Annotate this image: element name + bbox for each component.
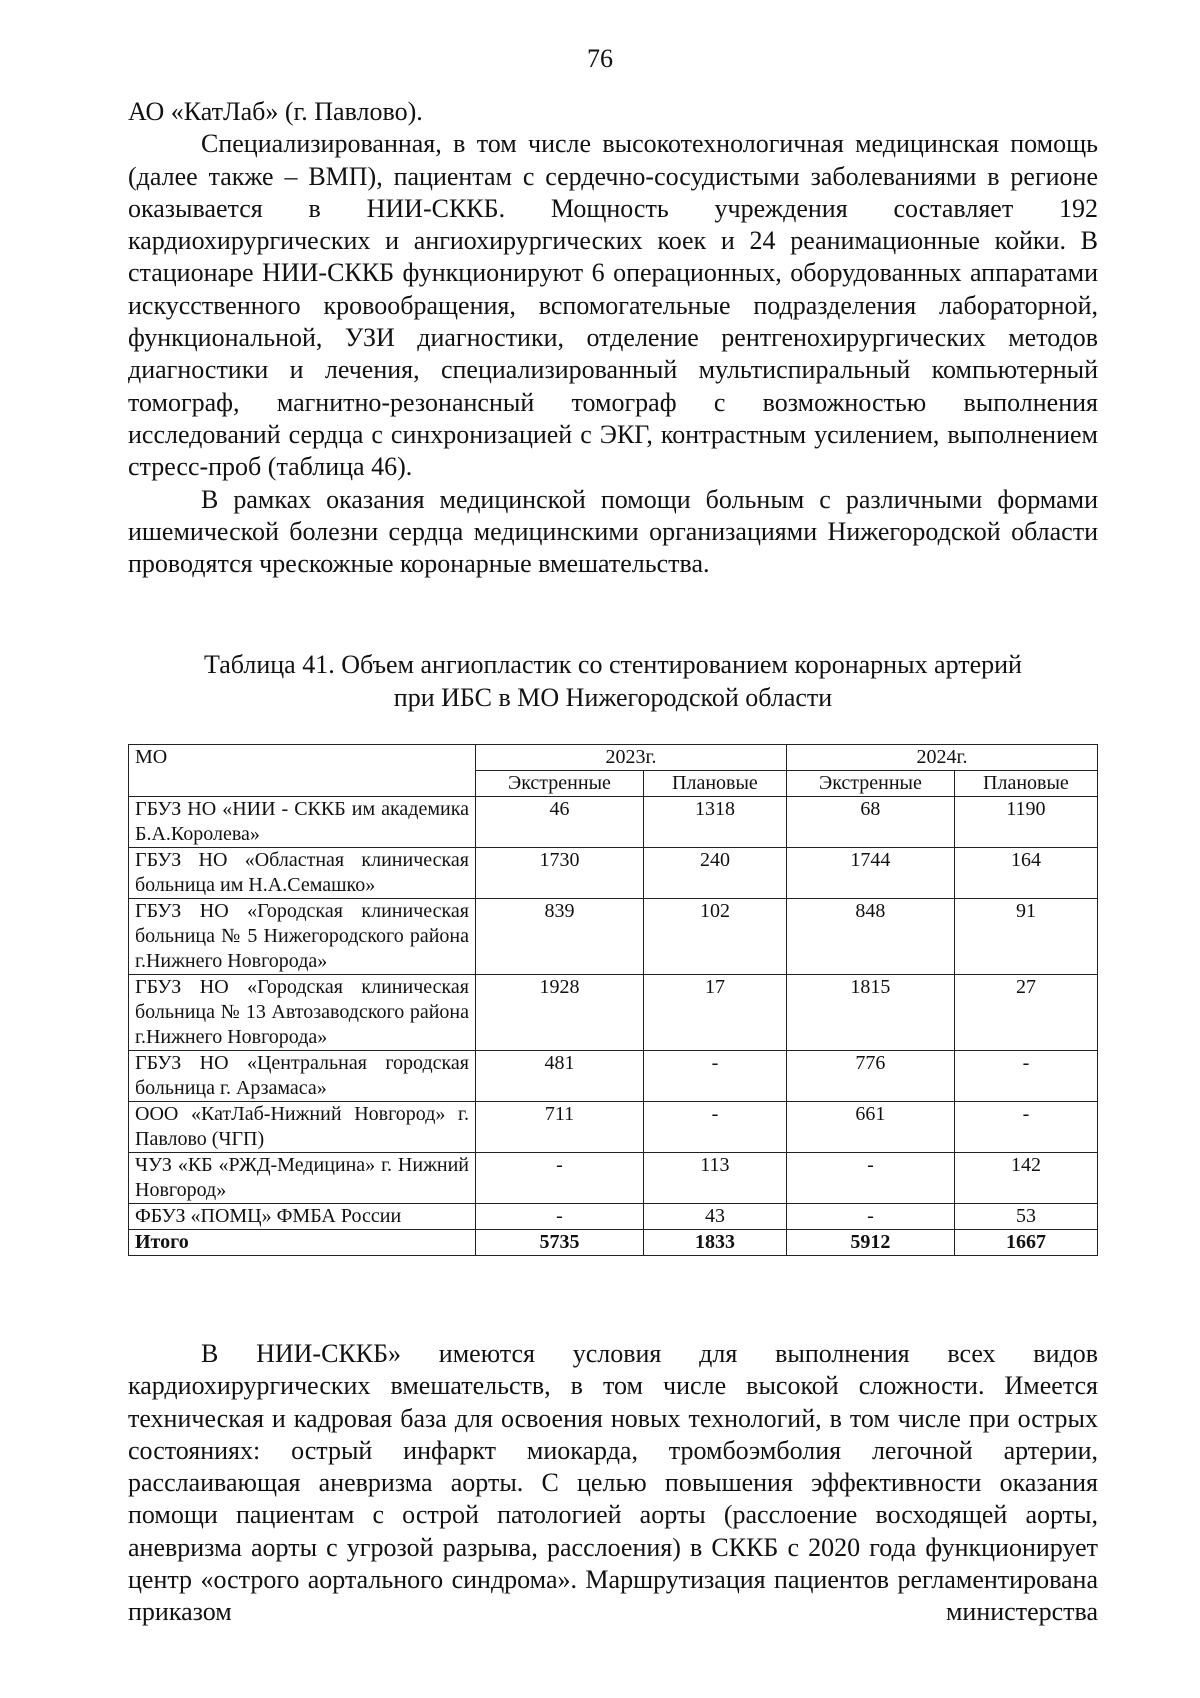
table-row: [129, 848, 1098, 899]
table-row: [129, 899, 1098, 975]
cell-value: 17: [643, 975, 786, 1051]
cell-value: -: [954, 1051, 1097, 1102]
header-mo: МО: [129, 745, 476, 797]
cell-value: 240: [643, 848, 786, 899]
cell-value: 481: [476, 1051, 644, 1102]
table-caption-line: Таблица 41. Объем ангиопластик со стентированием коронарных артерий: [204, 650, 1022, 679]
cell-value: 1815: [786, 975, 954, 1051]
table-row: [129, 1102, 1098, 1153]
cell-mo: ГБУЗ НО «Центральная городская больница г. Арзамаса»: [129, 1051, 476, 1102]
paragraph: АО «КатЛаб» (г. Павлово).: [128, 97, 423, 126]
page-number: 76: [587, 44, 613, 73]
body-text-top: [128, 96, 1098, 580]
cell-value: 164: [954, 848, 1097, 899]
table-caption: [128, 648, 1098, 714]
cell-value: -: [643, 1102, 786, 1153]
cell-value: 1744: [786, 848, 954, 899]
table-header-row: [129, 745, 1098, 771]
table-row: [129, 1051, 1098, 1102]
cell-total-value: 5912: [786, 1230, 954, 1256]
table-row: [129, 797, 1098, 848]
cell-value: 43: [643, 1204, 786, 1230]
cell-mo: ГБУЗ НО «Городская клиническая больница № 13 Автозаводского района г.Нижнего Новгорода»: [129, 975, 476, 1051]
cell-value: -: [786, 1204, 954, 1230]
cell-mo: ГБУЗ НО «Городская клиническая больница № 5 Нижегородского района г.Нижнего Новгорода»: [129, 899, 476, 975]
paragraph: Специализированная, в том числе высокотехнологичная медицинская помощь (далее также – ВМП), пациентам с сердечно-сосудистыми заболеваниями в регионе оказывается в НИИ-СККБ. Мощность учреждения составляет 192 кардиохирургических и ангиохирургических коек и 24 реанимационные койки. В стационаре НИИ-СККБ функционируют 6 операционных, оборудованных аппаратами искусственного кровообращения, вспомогательные подразделения лабораторной, функциональной, УЗИ диагностики, отделение рентгенохирургических методов диагностики и лечения, специализированный мультиспиральный компьютерный томограф, магнитно-резонансный томограф с возможностью выполнения исследований сердца с синхронизацией с ЭКГ, контрастным усилением, выполнением стресс-проб (таблица 46).: [128, 129, 1098, 482]
cell-total-value: 1667: [954, 1230, 1097, 1256]
cell-value: 1190: [954, 797, 1097, 848]
table-row: [129, 1153, 1098, 1204]
subheader-planned: Плановые: [643, 771, 786, 797]
cell-mo: ГБУЗ НО «НИИ - СККБ им академика Б.А.Королева»: [129, 797, 476, 848]
table-row: [129, 1204, 1098, 1230]
cell-mo: ООО «КатЛаб-Нижний Новгород» г. Павлово (ЧГП): [129, 1102, 476, 1153]
subheader-emergency: Экстренные: [786, 771, 954, 797]
cell-value: 776: [786, 1051, 954, 1102]
paragraph: В рамках оказания медицинской помощи больным с различными формами ишемической болезни сердца медицинскими организациями Нижегородской области проводятся чрескожные коронарные вмешательства.: [128, 484, 1098, 579]
cell-value: 142: [954, 1153, 1097, 1204]
cell-value: -: [786, 1153, 954, 1204]
subheader-emergency: Экстренные: [476, 771, 644, 797]
cell-value: 1730: [476, 848, 644, 899]
header-year-2024: 2024г.: [786, 745, 1097, 771]
cell-value: 53: [954, 1204, 1097, 1230]
cell-mo: ФБУЗ «ПОМЦ» ФМБА России: [129, 1204, 476, 1230]
body-text-bottom: [128, 1338, 1098, 1629]
cell-value: -: [476, 1204, 644, 1230]
cell-mo: ГБУЗ НО «Областная клиническая больница им Н.А.Семашко»: [129, 848, 476, 899]
cell-value: 1318: [643, 797, 786, 848]
cell-value: 102: [643, 899, 786, 975]
cell-value: 91: [954, 899, 1097, 975]
cell-value: 661: [786, 1102, 954, 1153]
cell-total-value: 1833: [643, 1230, 786, 1256]
subheader-planned: Плановые: [954, 771, 1097, 797]
cell-value: 1928: [476, 975, 644, 1051]
cell-total-value: 5735: [476, 1230, 644, 1256]
paragraph: В НИИ-СККБ» имеются условия для выполнения всех видов кардиохирургических вмешательств, в том числе высокой сложности. Имеется техническая и кадровая база для освоения новых технологий, в том числе при острых состояниях: острый инфаркт миокарда, тромбоэмболия легочной артерии, расслаивающая аневризма аорты. С целью повышения эффективности оказания помощи пациентам с острой патологией аорты (расслоение восходящей аорты, аневризма аорты с угрозой разрыва, расслоения) в СККБ с 2020 года функционирует центр «острого аортального синдрома». Маршрутизация пациентов регламентирована приказом министерства: [128, 1339, 1098, 1627]
cell-value: 711: [476, 1102, 644, 1153]
cell-value: 848: [786, 899, 954, 975]
cell-value: -: [643, 1051, 786, 1102]
table-row: [129, 975, 1098, 1051]
angioplasty-table: [128, 744, 1098, 1256]
header-year-2023: 2023г.: [476, 745, 787, 771]
cell-mo: ЧУЗ «КБ «РЖД-Медицина» г. Нижний Новгород»: [129, 1153, 476, 1204]
cell-value: 68: [786, 797, 954, 848]
table-total-row: [129, 1230, 1098, 1256]
cell-total-label: Итого: [129, 1230, 476, 1256]
cell-value: 27: [954, 975, 1097, 1051]
cell-value: 46: [476, 797, 644, 848]
table-caption-line: при ИБС в МО Нижегородской области: [393, 683, 833, 712]
cell-value: -: [476, 1153, 644, 1204]
cell-value: 113: [643, 1153, 786, 1204]
cell-value: -: [954, 1102, 1097, 1153]
cell-value: 839: [476, 899, 644, 975]
